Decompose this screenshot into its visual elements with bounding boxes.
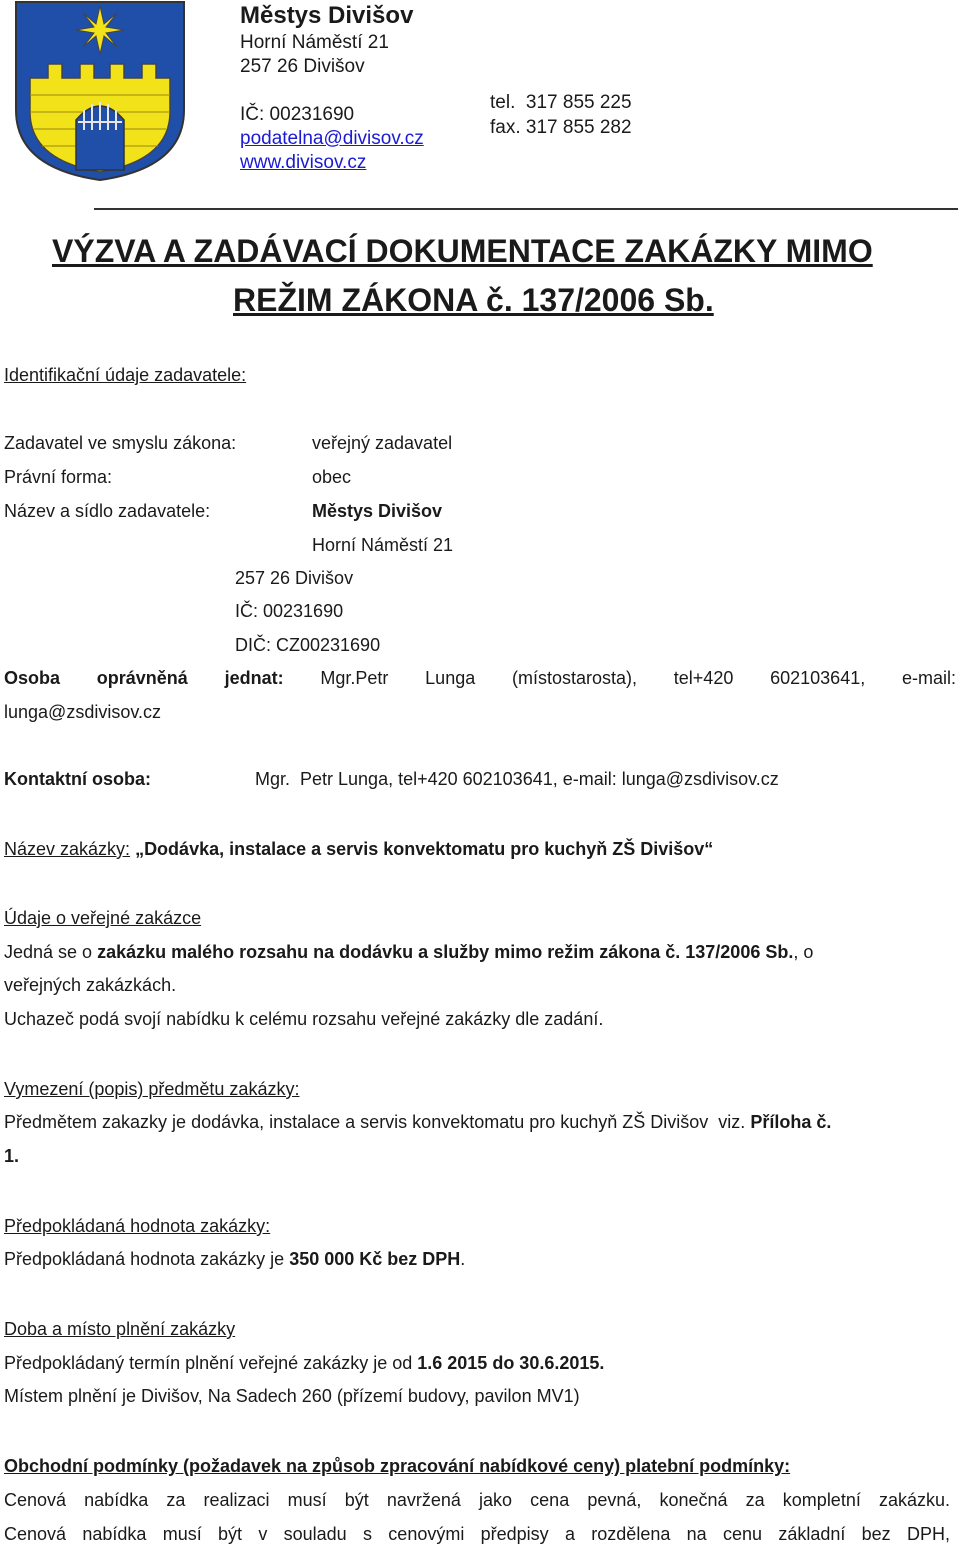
website-link[interactable]: www.divisov.cz [240, 152, 367, 173]
document-title-line2: REŽIM ZÁKONA č. 137/2006 Sb. [233, 282, 714, 318]
commercial-line1: Cenová nabídka za realizaci musí být navržená jako cena pevná, konečná za kompletní zakázku. [4, 1490, 950, 1510]
letterhead-tel: tel. 317 855 225 [490, 92, 632, 113]
label-nazev-sidlo: Název a sídlo zadavatele: [4, 501, 211, 521]
subject-heading: Vymezení (popis) předmětu zakázky: [4, 1079, 300, 1099]
value-line [4, 1248, 465, 1270]
term-text: Předpokládaný termín plnění veřejné zakázky je od [4, 1353, 418, 1373]
contract-name-value: „Dodávka, instalace a servis konvektomatu pro kuchyň ZŠ Divišov“ [135, 839, 714, 859]
term-heading: Doba a místo plnění zakázky [4, 1319, 236, 1339]
email-link[interactable]: podatelna@divisov.cz [240, 128, 424, 149]
info-line2: veřejných zakázkách. [4, 975, 177, 995]
label-zadavatel: Zadavatel ve smyslu zákona: [4, 433, 237, 453]
authorized-person-line [4, 667, 956, 689]
header-divider [94, 208, 958, 210]
commercial-line2: Cenová nabídka musí být v souladu s cenovými předpisy a rozdělena na cenu základní bez DPH, [4, 1524, 950, 1544]
municipality-name: Městys Divišov [240, 2, 414, 29]
authorized-label: Osoba oprávněná jednat: [4, 668, 284, 688]
address-city: 257 26 Divišov [235, 568, 354, 588]
commercial-heading: Obchodní podmínky (požadavek na způsob zpracování nabídkové ceny) platební podmínky: [4, 1456, 791, 1476]
info-line1 [4, 941, 813, 963]
value-amount: 350 000 Kč bez DPH [289, 1249, 461, 1269]
info-prefix: Jedná se o [4, 942, 98, 962]
letterhead-street: Horní Náměstí 21 [240, 32, 389, 53]
contact-label: Kontaktní osoba: [4, 769, 151, 789]
ic-number: IČ: 00231690 [235, 601, 344, 621]
contract-name-line [4, 838, 713, 860]
identification-heading: Identifikační údaje zadavatele: [4, 365, 247, 385]
letterhead-ic: IČ: 00231690 [240, 104, 355, 125]
letterhead-city: 257 26 Divišov [240, 56, 365, 77]
value-suffix: . [460, 1249, 466, 1269]
label-pravni-forma: Právní forma: [4, 467, 113, 487]
authorized-email: lunga@zsdivisov.cz [4, 702, 161, 722]
info-heading: Údaje o veřejné zakázce [4, 908, 202, 928]
info-line3: Uchazeč podá svojí nabídku k celému rozsahu veřejné zakázky dle zadání. [4, 1009, 604, 1029]
value-nazev-sidlo: Městys Divišov [312, 501, 443, 521]
value-text: Předpokládaná hodnota zakázky je [4, 1249, 290, 1269]
info-bold: zakázku malého rozsahu na dodávku a služby mimo režim zákona č. 137/2006 Sb. [97, 942, 794, 962]
subject-line [4, 1111, 831, 1133]
value-zadavatel: veřejný zadavatel [312, 433, 453, 453]
value-heading: Předpokládaná hodnota zakázky: [4, 1216, 271, 1236]
subject-text: Předmětem zakazky je dodávka, instalace a servis konvektomatu pro kuchyň ZŠ Divišov viz. [4, 1112, 751, 1132]
subject-attachment: Příloha č. [750, 1112, 832, 1132]
contract-name-label: Název zakázky: [4, 839, 131, 859]
dic-number: DIČ: CZ00231690 [235, 635, 381, 655]
letterhead-fax: fax. 317 855 282 [490, 117, 632, 138]
coat-of-arms-logo [12, 0, 188, 182]
term-line1 [4, 1352, 604, 1374]
subject-attachment-number: 1. [4, 1146, 20, 1166]
info-suffix: , o [793, 942, 814, 962]
authorized-value: Mgr.Petr Lunga (místostarosta), tel+420 602103641, e-mail: [320, 668, 956, 688]
value-pravni-forma: obec [312, 467, 352, 487]
document-title-line1: VÝZVA A ZADÁVACÍ DOKUMENTACE ZAKÁZKY MIMO [52, 233, 873, 269]
address-street: Horní Náměstí 21 [312, 535, 454, 555]
contact-value: Mgr. Petr Lunga, tel+420 602103641, e-mail: lunga@zsdivisov.cz [255, 769, 779, 789]
term-dates: 1.6 2015 do 30.6.2015. [417, 1353, 605, 1373]
term-line2: Místem plnění je Divišov, Na Sadech 260 (přízemí budovy, pavilon MV1) [4, 1386, 580, 1406]
